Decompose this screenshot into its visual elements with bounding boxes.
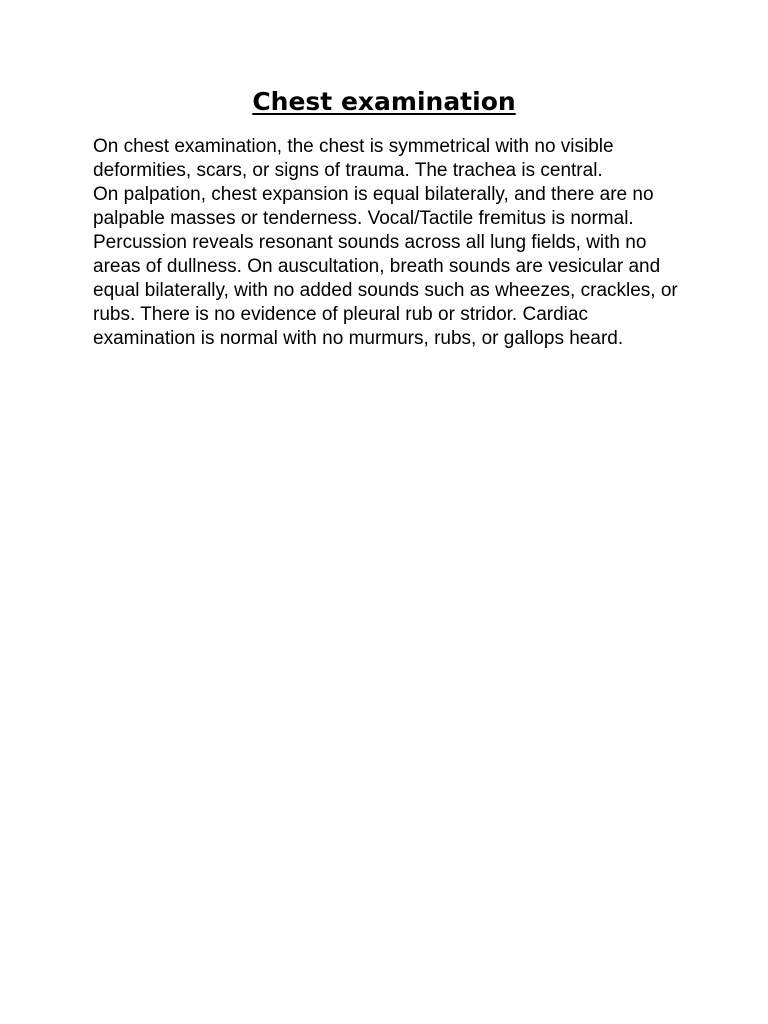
- document-body: [93, 135, 693, 351]
- paragraph-palpation: On palpation, chest expansion is equal bilaterally, and there are no palpable masses or tenderness. Vocal/Tactile fremitus is normal.: [93, 184, 654, 229]
- document-title: Chest examination: [252, 87, 516, 116]
- paragraph-percussion-auscultation: Percussion reveals resonant sounds across all lung fields, with no areas of dullness. On auscultation, breath sounds are vesicular and equal bilaterally, with no added sounds such as wheezes, crackles, or rubs. There is no evidence of pleural rub or stridor. Cardiac examination is normal with no murmurs, rubs, or gallops heard.: [93, 232, 678, 349]
- paragraph-inspection: On chest examination, the chest is symmetrical with no visible deformities, scars, or signs of trauma. The trachea is central.: [93, 136, 614, 181]
